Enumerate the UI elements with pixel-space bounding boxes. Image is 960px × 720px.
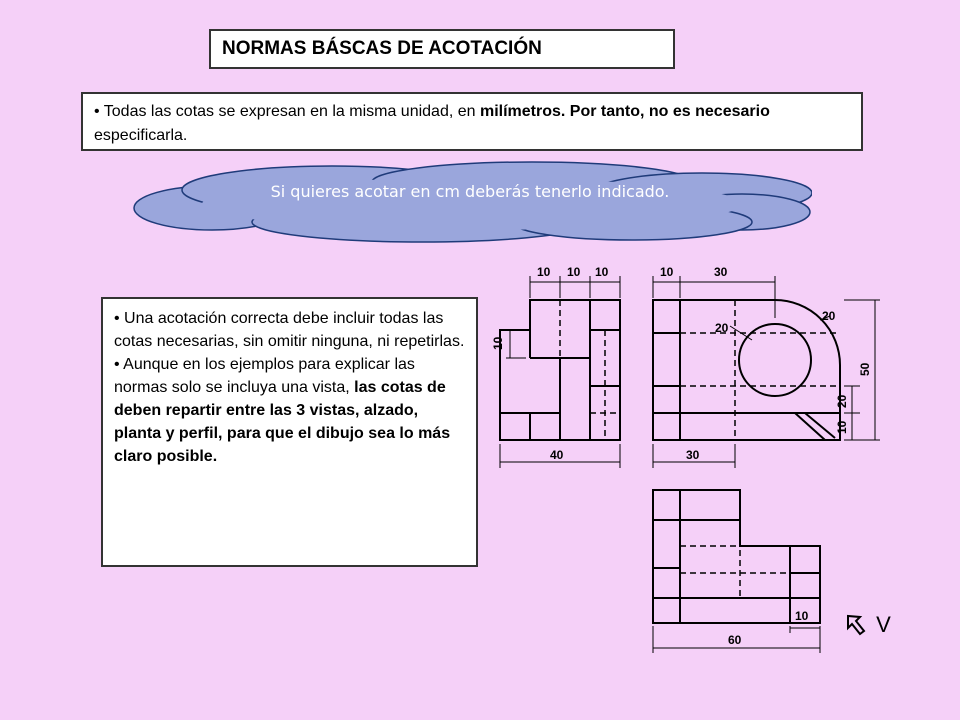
- dim-bottom-left: 40: [550, 448, 564, 462]
- note-bullet-1: • Una acotación correcta debe incluir todas las cotas necesarias, sin omitir ninguna, ni repetirlas.: [114, 307, 465, 353]
- note-bullet-2: [114, 353, 465, 468]
- arrow-icon: [846, 614, 870, 638]
- dim-bottom-mid: 30: [686, 448, 700, 462]
- dim-top-c: 10: [595, 265, 609, 279]
- dim-plan-small: 10: [795, 609, 809, 623]
- dim-right-b: 10: [835, 420, 849, 434]
- dim-left-side: 10: [491, 336, 505, 350]
- plan-view-outline: [653, 490, 820, 623]
- dim-plan-total: 60: [728, 633, 742, 647]
- dim-mid-top-a: 10: [660, 265, 674, 279]
- note-units: [81, 92, 863, 151]
- dim-radius-b: 20: [822, 309, 836, 323]
- dim-top-a: 10: [537, 265, 551, 279]
- dim-right-total: 50: [858, 362, 872, 376]
- page-title: NORMAS BÁSCAS DE ACOTACIÓN: [209, 29, 675, 69]
- view-direction-mark: [846, 612, 891, 638]
- dim-right-a: 20: [835, 394, 849, 408]
- dim-top-b: 10: [567, 265, 581, 279]
- technical-drawing: [490, 258, 900, 658]
- note-units-bold: milímetros. Por tanto, no es necesario: [479, 103, 770, 120]
- note-bullet-2-text: • Aunque en los ejemplos para explicar las normas solo se incluya una vista,: [114, 356, 415, 396]
- note-units-end: especificarla.: [94, 127, 188, 144]
- note-units-text: • Todas las cotas se expresan en la misma unidad, en: [94, 103, 480, 120]
- note-bullet-2-bold: las cotas de deben repartir entre las 3 vistas, alzado, planta y perfil, para que el dibujo sea lo más claro posible.: [114, 379, 451, 465]
- dim-mid-top-b: 30: [714, 265, 728, 279]
- note-dimensioning: [101, 297, 478, 567]
- cloud-text: Si quieres acotar en cm deberás tenerlo indicado.: [270, 182, 670, 201]
- dim-radius-a: 20: [715, 321, 729, 335]
- view-label: V: [876, 612, 891, 637]
